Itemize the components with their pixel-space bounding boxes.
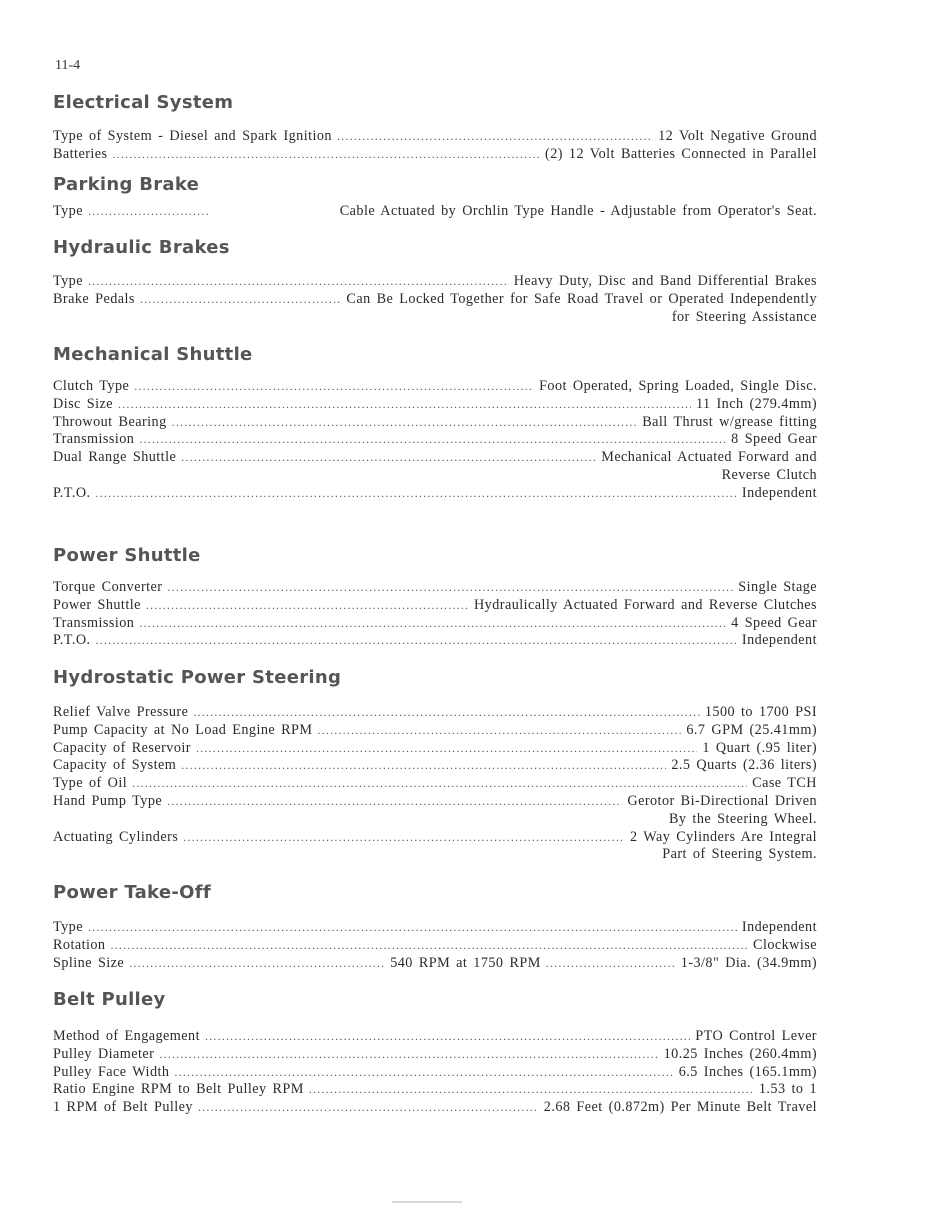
- spec-row: [53, 775, 817, 793]
- spec-value-continuation: Part of Steering System.: [662, 846, 817, 863]
- spec-value: 1.53 to 1: [758, 1081, 817, 1098]
- spec-value: Gerotor Bi-Directional Driven: [627, 792, 817, 809]
- dot-leader: [132, 775, 747, 793]
- spec-label: Transmission: [53, 431, 135, 448]
- spec-value: 6.5 Inches (165.1mm): [678, 1063, 817, 1080]
- spec-label: Pump Capacity at No Load Engine RPM: [53, 721, 313, 738]
- spec-label: Transmission: [53, 614, 135, 631]
- dot-leader: [181, 757, 666, 775]
- spec-label: P.T.O.: [53, 632, 91, 649]
- dot-leader: [139, 615, 726, 633]
- spec-value: Independent: [741, 632, 817, 649]
- spec-label: Capacity of Reservoir: [53, 739, 191, 756]
- spec-row: [53, 722, 817, 740]
- dot-leader: [198, 1099, 539, 1117]
- dot-leader: [193, 704, 700, 722]
- dot-leader: [167, 793, 622, 811]
- spec-value: PTO Control Lever: [695, 1028, 817, 1044]
- section-title: Mechanical Shuttle: [53, 344, 253, 365]
- dot-leader: [159, 1046, 658, 1064]
- dot-leader: [139, 431, 726, 449]
- spec-row: [53, 740, 817, 758]
- section-title: Hydraulic Brakes: [53, 237, 230, 258]
- spec-row: [53, 273, 817, 291]
- dot-leader: [317, 722, 681, 740]
- spec-row: [53, 449, 817, 467]
- spec-value: Independent: [741, 919, 817, 935]
- section-power-shuttle: [53, 544, 817, 650]
- dot-leader: [96, 485, 737, 503]
- dot-leader: [309, 1081, 754, 1099]
- section-title: Hydrostatic Power Steering: [53, 667, 342, 688]
- dot-leader: [88, 203, 208, 221]
- spec-row: [53, 1046, 817, 1064]
- spec-row: [53, 203, 817, 221]
- spec-row: [53, 919, 817, 937]
- dot-leader: [134, 378, 534, 396]
- dot-leader: [337, 128, 653, 146]
- section-title: Power Take-Off: [53, 882, 211, 903]
- spec-row: [53, 414, 817, 432]
- spec-value: Mechanical Actuated Forward and: [601, 449, 817, 466]
- section-title: Parking Brake: [53, 174, 200, 195]
- spec-value: Clockwise: [753, 936, 817, 953]
- spec-label: Relief Valve Pressure: [53, 704, 189, 720]
- spec-value: 1 Quart (.95 liter): [702, 739, 817, 756]
- spec-label: Brake Pedals: [53, 290, 135, 307]
- spec-value: Foot Operated, Spring Loaded, Single Disc.: [539, 378, 817, 394]
- spec-value: 1500 to 1700 PSI: [704, 704, 817, 720]
- spec-row: [53, 291, 817, 309]
- spec-label: Pulley Face Width: [53, 1063, 170, 1080]
- spec-value: 6.7 GPM (25.41mm): [686, 721, 817, 738]
- spec-value: Ball Thrust w/grease fitting: [642, 413, 817, 430]
- spec-label: Dual Range Shuttle: [53, 449, 177, 466]
- section-title: Belt Pulley: [53, 989, 166, 1010]
- spec-value: 2.5 Quarts (2.36 liters): [671, 757, 817, 774]
- spec-label: Spline Size: [53, 954, 125, 971]
- spec-value: 8 Speed Gear: [731, 431, 817, 448]
- spec-value-continuation: for Steering Assistance: [671, 308, 817, 325]
- dot-leader: [546, 955, 676, 973]
- spec-value: Cable Actuated by Orchlin Type Handle - Adjustable from Operator's Seat.: [339, 203, 817, 219]
- spec-mid-value: 540 RPM at 1750 RPM: [390, 954, 541, 971]
- section-power-take-off: [53, 881, 817, 972]
- spec-row: [53, 146, 817, 164]
- dot-leader: [167, 579, 733, 597]
- spec-label: Throwout Bearing: [53, 413, 167, 430]
- spec-row: [53, 579, 817, 597]
- spec-label: Type of System - Diesel and Spark Ignition: [53, 128, 332, 144]
- dot-leader: [118, 396, 691, 414]
- spec-label: Type: [53, 273, 83, 289]
- bottom-rule: [392, 1201, 462, 1203]
- dot-leader: [96, 632, 737, 650]
- spec-label: P.T.O.: [53, 484, 91, 501]
- spec-label: Capacity of System: [53, 757, 177, 774]
- spec-row: [53, 829, 817, 847]
- dot-leader: [112, 146, 540, 164]
- spec-row: [53, 757, 817, 775]
- dot-leader: [146, 597, 469, 615]
- spec-value: (2) 12 Volt Batteries Connected in Parallel: [545, 145, 817, 162]
- spec-value: 2 Way Cylinders Are Integral: [629, 828, 817, 845]
- spec-value: 2.68 Feet (0.872m) Per Minute Belt Travel: [543, 1099, 817, 1116]
- spec-row: [53, 128, 817, 146]
- spec-value: 12 Volt Negative Ground: [658, 128, 817, 144]
- dot-leader: [129, 955, 385, 973]
- section-hydrostatic-power-steering: [53, 666, 817, 864]
- page-number: 11-4: [55, 58, 81, 73]
- spec-value: 4 Speed Gear: [731, 614, 817, 631]
- spec-row: [53, 704, 817, 722]
- spec-value-continuation: Reverse Clutch: [721, 466, 817, 483]
- section-hydraulic-brakes: [53, 236, 817, 326]
- spec-value: Can Be Locked Together for Safe Road Travel or Operated Independently: [346, 290, 817, 307]
- dot-leader: [205, 1028, 690, 1046]
- spec-value: 1-3/8" Dia. (34.9mm): [680, 954, 817, 971]
- spec-label: 1 RPM of Belt Pulley: [53, 1099, 193, 1116]
- spec-label: Actuating Cylinders: [53, 828, 179, 845]
- spec-row: [53, 378, 817, 396]
- dot-leader: [88, 273, 509, 291]
- spec-label: Pulley Diameter: [53, 1045, 155, 1062]
- spec-label: Rotation: [53, 936, 106, 953]
- spec-row: [53, 597, 817, 615]
- dot-leader: [110, 937, 748, 955]
- dot-leader: [183, 829, 625, 847]
- spec-label: Power Shuttle: [53, 596, 141, 613]
- section-belt-pulley: [53, 988, 817, 1117]
- spec-value: 10.25 Inches (260.4mm): [663, 1045, 817, 1062]
- spec-value: Independent: [741, 484, 817, 501]
- dot-leader: [88, 919, 737, 937]
- spec-label: Type: [53, 919, 83, 935]
- spec-value: 11 Inch (279.4mm): [695, 395, 817, 412]
- spec-label: Batteries: [53, 145, 108, 162]
- spec-row: [53, 1064, 817, 1082]
- spec-row: [53, 1081, 817, 1099]
- spec-row: [53, 1099, 817, 1117]
- spec-value: Case TCH: [752, 775, 817, 792]
- spec-row: [53, 615, 817, 633]
- spec-row: [53, 431, 817, 449]
- dot-leader: [181, 449, 596, 467]
- spec-label: Method of Engagement: [53, 1028, 200, 1044]
- dot-leader: [174, 1064, 673, 1082]
- spec-row: [53, 955, 817, 973]
- section-title: Electrical System: [53, 92, 234, 113]
- spec-row: [53, 396, 817, 414]
- spec-value-continuation: By the Steering Wheel.: [668, 810, 817, 827]
- section-title: Power Shuttle: [53, 545, 201, 566]
- section-mechanical-shuttle: [53, 343, 817, 503]
- spec-label: Ratio Engine RPM to Belt Pulley RPM: [53, 1081, 304, 1098]
- spec-value: Heavy Duty, Disc and Band Differential Brakes: [513, 273, 817, 289]
- dot-leader: [172, 414, 638, 432]
- spec-label: Hand Pump Type: [53, 792, 163, 809]
- spec-value: Hydraulically Actuated Forward and Reverse Clutches: [473, 596, 817, 613]
- dot-leader: [196, 740, 697, 758]
- spec-label: Type: [53, 203, 83, 219]
- spec-value: Single Stage: [738, 579, 817, 595]
- spec-row: [53, 937, 817, 955]
- dot-leader: [140, 291, 342, 309]
- section-parking-brake: [53, 173, 817, 221]
- spec-label: Disc Size: [53, 395, 114, 412]
- spec-row: [53, 485, 817, 503]
- spec-row: [53, 1028, 817, 1046]
- section-electrical-system: [53, 91, 817, 164]
- spec-row: [53, 793, 817, 811]
- spec-label: Type of Oil: [53, 775, 128, 792]
- spec-label: Clutch Type: [53, 378, 130, 394]
- spec-row: [53, 632, 817, 650]
- spec-label: Torque Converter: [53, 579, 163, 595]
